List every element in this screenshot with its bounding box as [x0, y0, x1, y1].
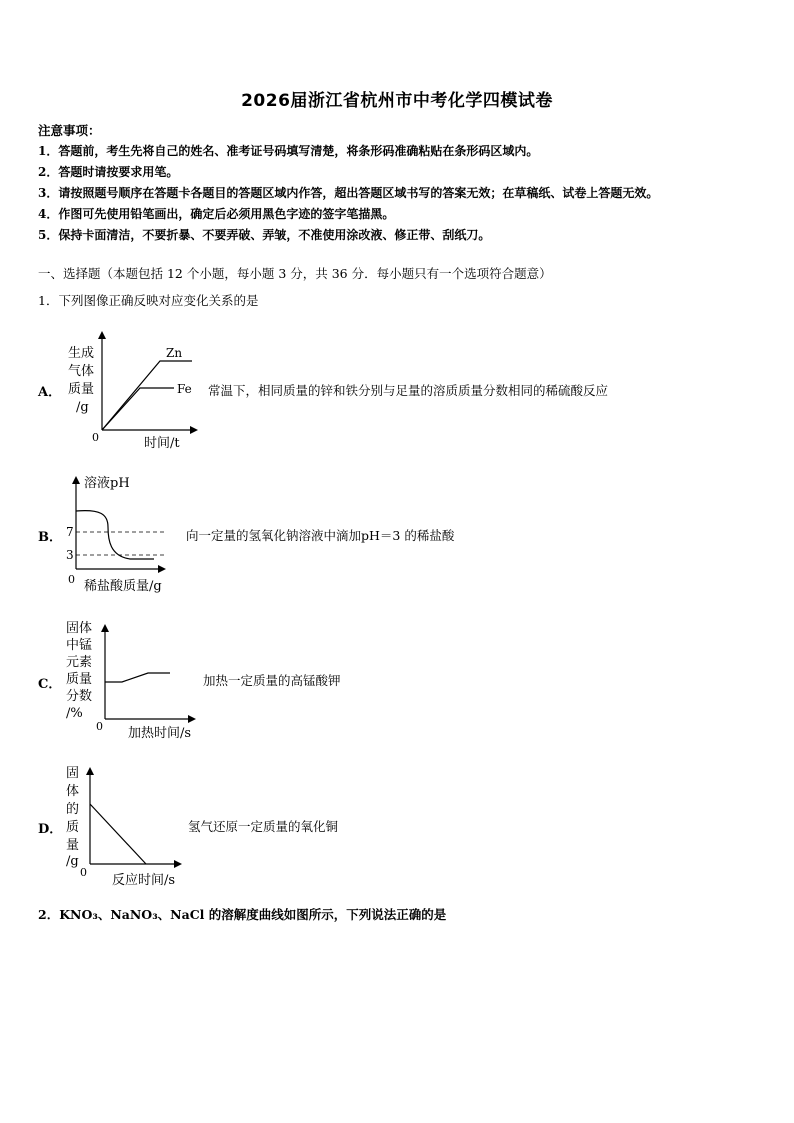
- graph-a-ylabel: /g: [76, 400, 89, 415]
- option-d-graph: [60, 761, 190, 891]
- graph-a-ylabel: 气体: [68, 364, 95, 379]
- mass-curve: [90, 804, 146, 864]
- x-axis-arrow: [190, 426, 198, 434]
- question-2-stem: 2．KNO₃、NaNO₃、NaCl 的溶解度曲线如图所示，下列说法正确的是: [38, 907, 447, 922]
- option-d-label: D．: [38, 822, 63, 837]
- y-axis-arrow: [72, 476, 80, 484]
- mn-curve: [105, 673, 170, 682]
- graph-d-ylabel: /g: [66, 854, 79, 869]
- graph-a-xlabel: 时间/t: [144, 436, 180, 451]
- ytick-3: 3: [66, 548, 74, 562]
- question-1-stem: 1．下列图像正确反映对应变化关系的是: [38, 293, 259, 308]
- x-axis-arrow: [158, 565, 166, 573]
- graph-d-ylabel: 的: [66, 802, 80, 817]
- option-a-graph: [60, 330, 210, 455]
- section-heading: 一、选择题（本题包括 12 个小题，每小题 3 分，共 36 分．每小题只有一个选项符合题意）: [38, 266, 552, 281]
- note-item: 1．答题前，考生先将自己的姓名、准考证号码填写清楚，将条形码准确粘贴在条形码区域内。: [38, 144, 539, 158]
- y-axis-arrow: [98, 331, 106, 339]
- origin-label: 0: [80, 866, 87, 879]
- graph-a-ylabel: 生成: [68, 346, 95, 361]
- graph-c-ylabel: 元素: [66, 655, 93, 670]
- notes-heading: 注意事项：: [38, 123, 101, 138]
- ytick-7: 7: [66, 525, 74, 539]
- option-b-graph: [60, 472, 180, 597]
- graph-d-xlabel: 反应时间/s: [112, 873, 176, 888]
- option-a-text: 常温下，相同质量的锌和铁分别与足量的溶质质量分数相同的稀硫酸反应: [208, 383, 609, 398]
- note-item: 2．答题时请按要求用笔。: [38, 165, 179, 179]
- graph-b-xlabel: 稀盐酸质量/g: [84, 579, 162, 594]
- y-axis-arrow: [101, 624, 109, 632]
- origin-label: 0: [96, 720, 103, 733]
- x-axis-arrow: [188, 715, 196, 723]
- graph-b-ylabel: 溶液pH: [84, 476, 130, 491]
- note-item: 4．作图可先使用铅笔画出，确定后必须用黑色字迹的签字笔描黑。: [38, 207, 395, 221]
- fe-label: Fe: [177, 382, 192, 396]
- option-b-label: B．: [38, 530, 62, 545]
- option-a-label: A．: [38, 385, 62, 400]
- note-item: 5．保持卡面清洁，不要折暴、不要弄破、弄皱，不准使用涂改液、修正带、刮纸刀。: [38, 228, 491, 242]
- origin-label: 0: [92, 431, 99, 444]
- option-c-label: C．: [38, 677, 62, 692]
- option-b-text: 向一定量的氢氧化钠溶液中滴加pH＝3 的稀盐酸: [186, 528, 455, 543]
- graph-c-ylabel: 分数: [66, 689, 93, 704]
- graph-d-ylabel: 体: [66, 784, 80, 799]
- page-title: 2026届浙江省杭州市中考化学四模试卷: [241, 91, 553, 111]
- origin-label: 0: [68, 573, 75, 586]
- y-axis-arrow: [86, 767, 94, 775]
- graph-d-ylabel: 固: [66, 766, 80, 781]
- ph-curve: [76, 511, 154, 559]
- note-item: 3．请按照题号顺序在答题卡各题目的答题区域内作答，超出答题区域书写的答案无效；在草稿纸、试卷上答题无效。: [38, 186, 659, 200]
- zn-label: Zn: [166, 346, 183, 360]
- graph-c-ylabel: 中锰: [66, 638, 93, 653]
- graph-c-xlabel: 加热时间/s: [128, 726, 192, 741]
- option-c-text: 加热一定质量的高锰酸钾: [203, 673, 341, 688]
- option-c-graph: [60, 616, 210, 746]
- option-d-text: 氢气还原一定质量的氧化铜: [188, 819, 339, 834]
- x-axis-arrow: [174, 860, 182, 868]
- graph-c-ylabel: 质量: [66, 672, 93, 687]
- graph-c-ylabel: 固体: [66, 621, 93, 636]
- graph-d-ylabel: 量: [66, 838, 80, 853]
- graph-c-ylabel: /%: [66, 706, 83, 721]
- graph-a-ylabel: 质量: [68, 382, 95, 397]
- graph-d-ylabel: 质: [66, 820, 80, 835]
- fe-curve: [102, 388, 174, 430]
